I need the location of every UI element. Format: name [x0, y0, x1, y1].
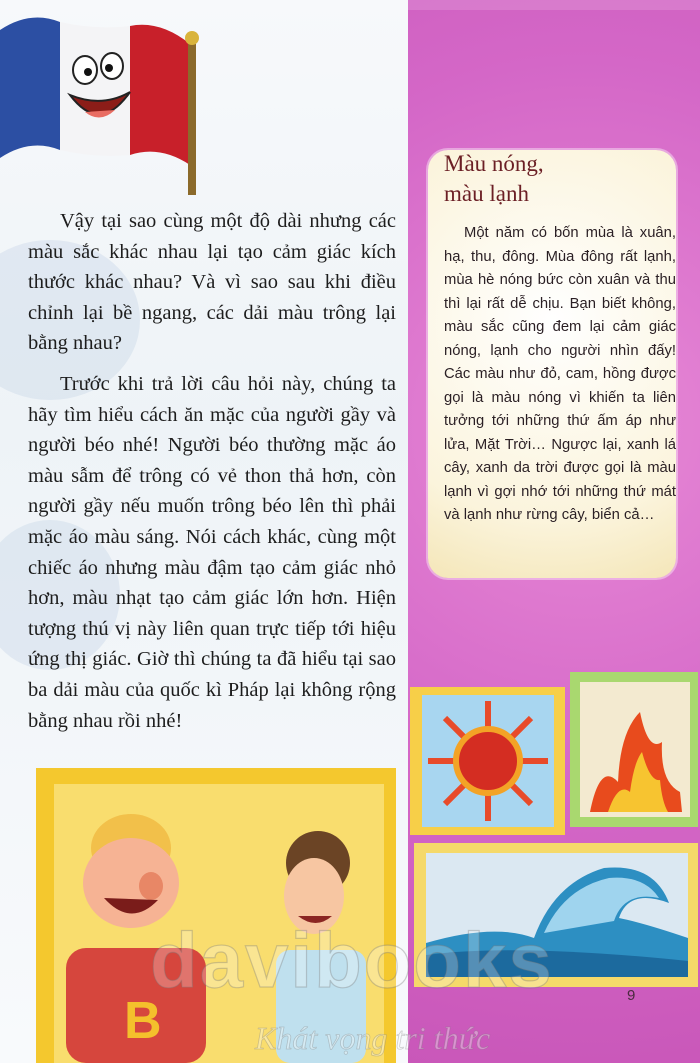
- sidebar-body: Một năm có bốn mùa là xuân, hạ, thu, đông. Mùa đông rất lạnh, mùa hè nóng bức còn xuân và thu thì lại rất dễ chịu. Bạn biết không, màu sắc cũng đem lại cảm giác nóng, lạnh cho người nhìn đấy! Các màu như đỏ, cam, hồng được gọi là màu nóng vì khiến ta liên tưởng tới những thứ ấm áp như lửa, Mặt Trời… Ngược lại, xanh lá cây, xanh da trời được gọi là màu lạnh vì gợi nhớ tới những thứ mát và lạnh như rừng cây, biển cả…: [444, 225, 676, 523]
- watermark-logo: davibooks: [150, 916, 554, 1004]
- shirt-letter: B: [124, 992, 162, 1050]
- watermark-slogan: Khát vọng tri thức: [255, 1020, 491, 1056]
- french-flag-illustration: [0, 0, 220, 195]
- paragraph: Vậy tại sao cùng một độ dài nhưng các màu sắc khác nhau lại tạo cảm giác kích thước khác nhau? Và vì sao sau khi điều chỉnh lại bề ngang, các dải màu trông lại bằng nhau?: [28, 210, 396, 355]
- page-number: 9: [627, 987, 636, 1004]
- main-article-text: [28, 206, 396, 746]
- fire-illustration: [570, 672, 698, 827]
- sun-illustration: [410, 681, 570, 841]
- sidebar-title: Màu nóng, màu lạnh: [444, 151, 544, 206]
- sidebar-panel-strip: [408, 0, 700, 10]
- paragraph: Trước khi trả lời câu hỏi này, chúng ta hãy tìm hiểu cách ăn mặc của người gầy và người béo nhé! Người béo thường mặc áo màu sẫm để trông có vẻ thon thả hơn, còn người gầy nếu muốn trông béo lên thì phải mặc áo màu sáng. Nói cách khác, cùng một chiếc áo nhưng màu đậm tạo cảm giác nhỏ hơn, màu nhạt tạo cảm giác lớn hơn. Hiện tượng thú vị này liên quan trực tiếp tới hiệu ứng thị giác. Giờ thì chúng ta đã hiểu tại sao ba dải màu của quốc kì Pháp lại không rộng bằng nhau rồi nhé!: [28, 372, 396, 732]
